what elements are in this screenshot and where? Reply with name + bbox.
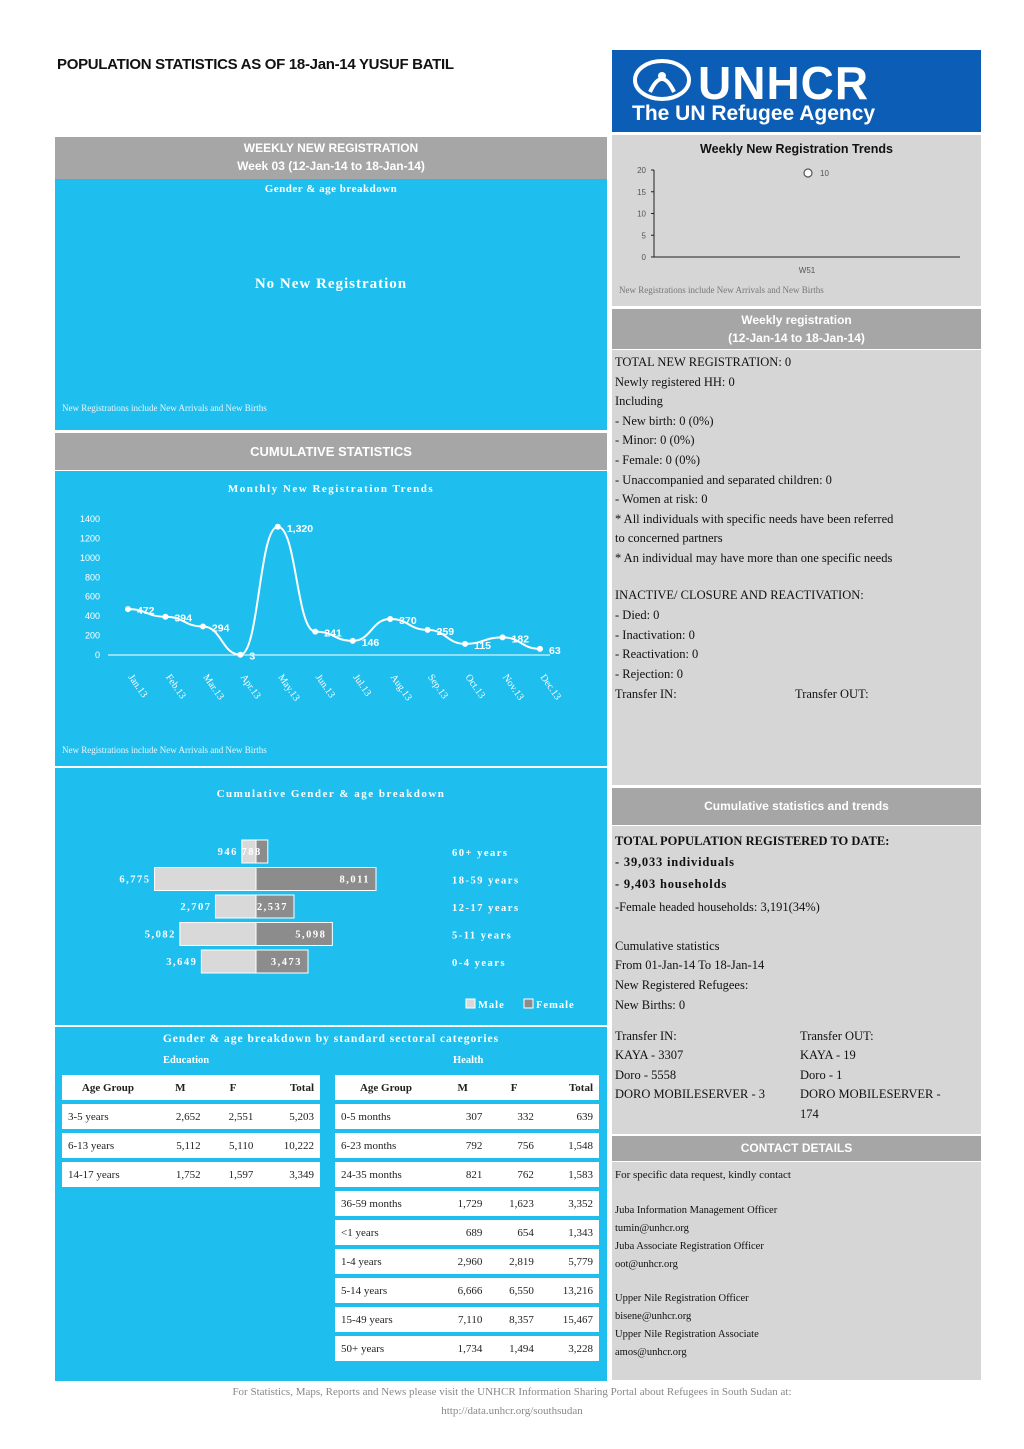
y-tick-label: 1200	[79, 533, 100, 544]
total-households: - 9,403 households	[615, 877, 727, 891]
new-births: New Births: 0	[615, 998, 686, 1012]
footer-link[interactable]: http://data.unhcr.org/southsudan	[441, 1405, 583, 1417]
weekly-registration-line: Including	[615, 394, 663, 409]
weekly-registration-line: - Women at risk: 0	[615, 492, 708, 507]
male-value-label: 6,775	[119, 874, 151, 886]
unhcr-logo	[612, 50, 981, 132]
weekly-registration-line: - Unaccompanied and separated children: 0	[615, 472, 832, 487]
age-group-label: 18-59 years	[452, 875, 520, 887]
table-cell: 792	[437, 1131, 488, 1160]
education-table	[62, 1075, 320, 1191]
x-tick-label: Nov.13	[500, 672, 526, 703]
y-tick-label: 800	[84, 572, 100, 583]
data-label: 115	[474, 639, 492, 652]
y-tick-label: 0	[641, 253, 646, 262]
legend-female-label: Female	[536, 1000, 575, 1011]
page-title: POPULATION STATISTICS AS OF 18-Jan-14 YUSUF BATIL	[57, 56, 454, 73]
table-cell: 821	[437, 1160, 488, 1189]
gender-chart-panel	[55, 768, 607, 1025]
contact-header: CONTACT DETAILS	[612, 1136, 981, 1161]
monthly-line-chart	[55, 471, 607, 741]
weekly-registration-line: - New birth: 0 (0%)	[615, 413, 714, 428]
x-tick-label: Apr.13	[237, 672, 263, 702]
data-point	[537, 646, 543, 652]
table-cell: 6-23 months	[335, 1131, 437, 1160]
table-cell: 1,343	[540, 1218, 599, 1247]
gender-chart-title: Cumulative Gender & age breakdown	[216, 788, 446, 800]
table-cell: 1,548	[540, 1131, 599, 1160]
female-value-label: 5,098	[295, 929, 327, 941]
weekly-registration-lines	[615, 353, 893, 569]
legend-female-swatch	[524, 999, 533, 1008]
table-header-cell: Total	[540, 1075, 599, 1102]
weekly-registration-line: - Female: 0 (0%)	[615, 452, 701, 467]
table-cell: 36-59 months	[335, 1189, 437, 1218]
y-tick-label: 20	[637, 166, 646, 175]
y-tick-label: 0	[94, 650, 100, 660]
table-header-cell: Total	[259, 1075, 320, 1102]
table-cell: 1,597	[207, 1160, 260, 1189]
cum-transfer-in-line: KAYA - 3307	[615, 1048, 684, 1062]
sectoral-title: Gender & age breakdown by standard sectoral categories	[162, 1033, 500, 1045]
female-value-label: 2,537	[256, 902, 289, 913]
cumulative-trends-header: Cumulative statistics and trends	[612, 788, 981, 825]
health-row	[335, 1102, 599, 1131]
data-label: 259	[436, 625, 455, 638]
table-cell: 14-17 years	[62, 1160, 154, 1189]
cumulative-trends-body	[612, 826, 981, 1134]
x-tick-label: W51	[798, 266, 816, 275]
table-header-cell: F	[207, 1075, 260, 1102]
contact-email[interactable]: amos@unhcr.org	[615, 1347, 687, 1358]
male-value-label: 2,707	[180, 902, 212, 913]
data-label: 3	[249, 650, 256, 663]
weekly-panel-week: Week 03 (12-Jan-14 to 18-Jan-14)	[237, 159, 425, 173]
total-population-title: TOTAL POPULATION REGISTERED TO DATE:	[615, 834, 890, 848]
table-cell: 24-35 months	[335, 1160, 437, 1189]
health-row	[335, 1218, 599, 1247]
table-cell: 1-4 years	[335, 1247, 437, 1276]
monthly-chart-title: Monthly New Registration Trends	[227, 483, 435, 495]
table-header-cell: M	[437, 1075, 488, 1102]
contact-role: Upper Nile Registration Associate	[615, 1329, 759, 1340]
data-point	[462, 641, 468, 647]
table-cell: 1,583	[540, 1160, 599, 1189]
y-tick-label: 10	[637, 209, 646, 219]
data-point	[275, 524, 281, 530]
y-tick-label: 5	[641, 231, 646, 241]
table-cell: 3,349	[259, 1160, 320, 1189]
health-row	[335, 1334, 599, 1363]
table-cell: 50+ years	[335, 1334, 437, 1363]
education-row	[62, 1102, 320, 1131]
transfer-out-label: Transfer OUT:	[795, 687, 869, 701]
weekly-registration-line: TOTAL NEW REGISTRATION: 0	[615, 355, 792, 369]
weekly-trend-panel	[612, 135, 981, 306]
x-tick-label: Jul.13	[350, 672, 374, 699]
contact-role: Juba Associate Registration Officer	[615, 1241, 764, 1252]
age-group-label: 12-17 years	[452, 903, 520, 914]
data-point	[125, 606, 131, 612]
y-tick-label: 1000	[79, 552, 100, 563]
cum-transfer-in-line: Doro - 5558	[615, 1067, 677, 1082]
data-label: 472	[137, 605, 155, 618]
data-point	[350, 638, 356, 644]
weekly-registration-title: Weekly registration	[741, 313, 852, 327]
y-tick-label: 600	[84, 591, 100, 602]
table-cell: 1,752	[154, 1160, 207, 1189]
cum-transfer-out-title: Transfer OUT:	[800, 1029, 874, 1043]
table-cell: 756	[488, 1131, 539, 1160]
contact-role: Upper Nile Registration Officer	[615, 1293, 749, 1304]
contact-email[interactable]: oot@unhcr.org	[615, 1259, 678, 1270]
female-headed-households: -Female headed households: 3,191(34%)	[615, 900, 820, 914]
inactive-line: - Rejection: 0	[615, 666, 684, 681]
table-cell: 689	[437, 1218, 488, 1247]
cum-transfer-in-title: Transfer IN:	[615, 1029, 677, 1043]
table-cell: 2,960	[437, 1247, 488, 1276]
table-cell: 5-14 years	[335, 1276, 437, 1305]
table-cell: 15,467	[540, 1305, 599, 1334]
x-tick-label: Dec.13	[537, 672, 563, 703]
female-value-label: 8,011	[339, 874, 370, 886]
female-value-label: 788	[241, 847, 262, 858]
table-cell: 0-5 months	[335, 1102, 437, 1131]
contact-role: Juba Information Management Officer	[615, 1205, 778, 1216]
table-cell: 1,729	[437, 1189, 488, 1218]
y-tick-label: 200	[84, 630, 100, 641]
cumulative-statistics-header: CUMULATIVE STATISTICS	[55, 433, 607, 470]
new-registered-refugees: New Registered Refugees:	[615, 978, 749, 992]
table-cell: 3-5 years	[62, 1102, 154, 1131]
table-cell: 2,551	[207, 1102, 260, 1131]
data-label: 146	[361, 636, 380, 649]
y-tick-label: 15	[637, 187, 646, 197]
weekly-registration-line: Newly registered HH: 0	[615, 374, 735, 389]
y-tick-label: 1400	[79, 514, 100, 524]
weekly-panel-title: WEEKLY NEW REGISTRATION	[243, 141, 419, 155]
table-header-cell: M	[154, 1075, 207, 1102]
health-row	[335, 1160, 599, 1189]
x-tick-label: Jan.13	[125, 672, 150, 700]
inactive-lines	[615, 606, 698, 684]
data-label: 182	[511, 633, 530, 646]
table-cell: 654	[488, 1218, 539, 1247]
unhcr-emblem-icon	[632, 58, 692, 102]
cum-transfer-out-line: 174	[800, 1106, 819, 1121]
transfer-in-label: Transfer IN:	[615, 687, 677, 701]
age-group-label: 0-4 years	[452, 958, 507, 969]
x-tick-label: Feb.13	[162, 672, 188, 702]
weekly-registration-line: - Minor: 0 (0%)	[615, 433, 695, 448]
weekly-registration-line: * An individual may have more than one specific needs	[615, 550, 893, 565]
health-row	[335, 1131, 599, 1160]
male-bar	[215, 895, 256, 918]
no-new-registration-message: No New Registration	[254, 276, 408, 292]
footer-line-1: For Statistics, Maps, Reports and News please visit the UNHCR Information Sharing Portal about Refugees in South Sudan at:	[232, 1386, 792, 1398]
logo-sub-text: The UN Refugee Agency	[632, 102, 876, 125]
weekly-registration-line: * All individuals with specific needs have been referred	[615, 511, 894, 526]
cum-transfer-in-lines	[615, 1046, 765, 1105]
table-cell: <1 years	[335, 1218, 437, 1247]
age-group-label: 5-11 years	[452, 930, 513, 942]
cum-transfer-in-line: DORO MOBILESERVER - 3	[615, 1087, 766, 1102]
cum-transfer-out-lines	[800, 1046, 941, 1124]
table-cell: 2,819	[488, 1247, 539, 1276]
data-label: 370	[399, 615, 417, 628]
table-cell: 5,112	[154, 1131, 207, 1160]
health-row	[335, 1247, 599, 1276]
contact-body	[612, 1162, 981, 1380]
table-cell: 762	[488, 1160, 539, 1189]
table-cell: 7,110	[437, 1305, 488, 1334]
data-label: 294	[211, 622, 230, 635]
data-point	[312, 629, 318, 635]
weekly-panel-body	[55, 179, 607, 430]
table-header-cell: F	[488, 1075, 539, 1102]
legend-label: 10	[820, 169, 829, 178]
table-cell: 6,666	[437, 1276, 488, 1305]
table-cell: 332	[488, 1102, 539, 1131]
education-row	[62, 1160, 320, 1189]
table-cell: 307	[437, 1102, 488, 1131]
x-tick-label: Aug.13	[387, 672, 414, 704]
cumulative-stats-label: Cumulative statistics	[615, 939, 720, 953]
logo-main-text: UNHCR	[698, 57, 870, 109]
x-tick-label: Mar.13	[200, 672, 226, 703]
table-cell: 2,652	[154, 1102, 207, 1131]
weekly-trend-title: Weekly New Registration Trends	[700, 142, 893, 156]
inactive-title: INACTIVE/ CLOSURE AND REACTIVATION:	[615, 588, 864, 602]
health-row	[335, 1305, 599, 1334]
health-table	[335, 1075, 599, 1365]
table-cell: 1,494	[488, 1334, 539, 1363]
table-cell: 1,623	[488, 1189, 539, 1218]
table-cell: 5,203	[259, 1102, 320, 1131]
weekly-panel-header	[55, 137, 607, 179]
data-point	[200, 623, 206, 629]
sectoral-panel	[55, 1027, 607, 1381]
data-label: 1,320	[286, 522, 314, 535]
male-bar	[155, 868, 256, 891]
weekly-registration-line: to concerned partners	[615, 531, 723, 546]
data-point	[162, 614, 168, 620]
legend-male-label: Male	[478, 1000, 505, 1011]
weekly-panel-note: New Registrations include New Arrivals and New Births	[62, 403, 267, 413]
cum-transfer-out-line: KAYA - 19	[800, 1048, 856, 1062]
data-point	[387, 616, 393, 622]
female-value-label: 3,473	[270, 957, 303, 968]
table-cell: 8,357	[488, 1305, 539, 1334]
table-cell: 13,216	[540, 1276, 599, 1305]
data-point	[237, 652, 243, 658]
health-row	[335, 1276, 599, 1305]
education-row	[62, 1131, 320, 1160]
male-value-label: 3,649	[166, 957, 198, 968]
data-label: 241	[324, 627, 342, 640]
inactive-line: - Died: 0	[615, 608, 660, 622]
age-group-label: 60+ years	[452, 848, 509, 859]
weekly-registration-period: (12-Jan-14 to 18-Jan-14)	[728, 331, 865, 345]
cum-transfer-out-line: DORO MOBILESERVER -	[800, 1087, 941, 1102]
contact-intro: For specific data request, kindly contact	[615, 1169, 791, 1181]
table-cell: 639	[540, 1102, 599, 1131]
data-label: 63	[549, 644, 561, 657]
table-cell: 5,779	[540, 1247, 599, 1276]
table-cell: 3,352	[540, 1189, 599, 1218]
x-tick-label: Oct.13	[462, 672, 488, 701]
male-value-label: 5,082	[144, 929, 176, 941]
x-tick-label: May.13	[275, 672, 302, 704]
contact-email[interactable]: bisene@unhcr.org	[615, 1311, 692, 1322]
x-tick-label: Jun.13	[312, 672, 337, 701]
table-cell: 6,550	[488, 1276, 539, 1305]
male-bar	[180, 923, 256, 946]
y-tick-label: 400	[84, 611, 100, 622]
data-point	[500, 634, 506, 640]
table-cell: 15-49 years	[335, 1305, 437, 1334]
weekly-panel-subtitle: Gender & age breakdown	[264, 183, 398, 195]
male-bar	[201, 950, 256, 973]
monthly-chart-panel	[55, 471, 607, 766]
legend-marker	[804, 169, 812, 177]
contact-lines	[615, 1202, 777, 1362]
legend-male-swatch	[466, 999, 475, 1008]
table-header-cell: Age Group	[62, 1075, 154, 1102]
health-row	[335, 1189, 599, 1218]
table-header-cell: Age Group	[335, 1075, 437, 1102]
inactive-line: - Inactivation: 0	[615, 627, 695, 642]
total-individuals: - 39,033 individuals	[615, 855, 735, 869]
monthly-chart-note: New Registrations include New Arrivals and New Births	[62, 745, 267, 755]
table-cell: 10,222	[259, 1131, 320, 1160]
weekly-registration-header	[612, 309, 981, 349]
table-cell: 1,734	[437, 1334, 488, 1363]
weekly-registration-body	[612, 350, 981, 785]
gender-bar-chart	[55, 768, 607, 1025]
inactive-line: - Reactivation: 0	[615, 647, 699, 662]
cum-transfer-out-line: Doro - 1	[800, 1067, 843, 1082]
weekly-trend-chart	[612, 135, 981, 285]
contact-email[interactable]: tumin@unhcr.org	[615, 1223, 689, 1234]
health-title: Health	[453, 1055, 484, 1066]
table-cell: 3,228	[540, 1334, 599, 1363]
data-point	[425, 627, 431, 633]
cumulative-date-range: From 01-Jan-14 To 18-Jan-14	[615, 958, 765, 972]
male-value-label: 946	[217, 847, 238, 858]
data-label: 394	[174, 612, 192, 625]
x-tick-label: Sep.13	[425, 672, 450, 702]
weekly-trend-note: New Registrations include New Arrivals and New Births	[619, 285, 824, 295]
table-cell: 5,110	[207, 1131, 260, 1160]
table-cell: 6-13 years	[62, 1131, 154, 1160]
education-title: Education	[163, 1055, 210, 1066]
